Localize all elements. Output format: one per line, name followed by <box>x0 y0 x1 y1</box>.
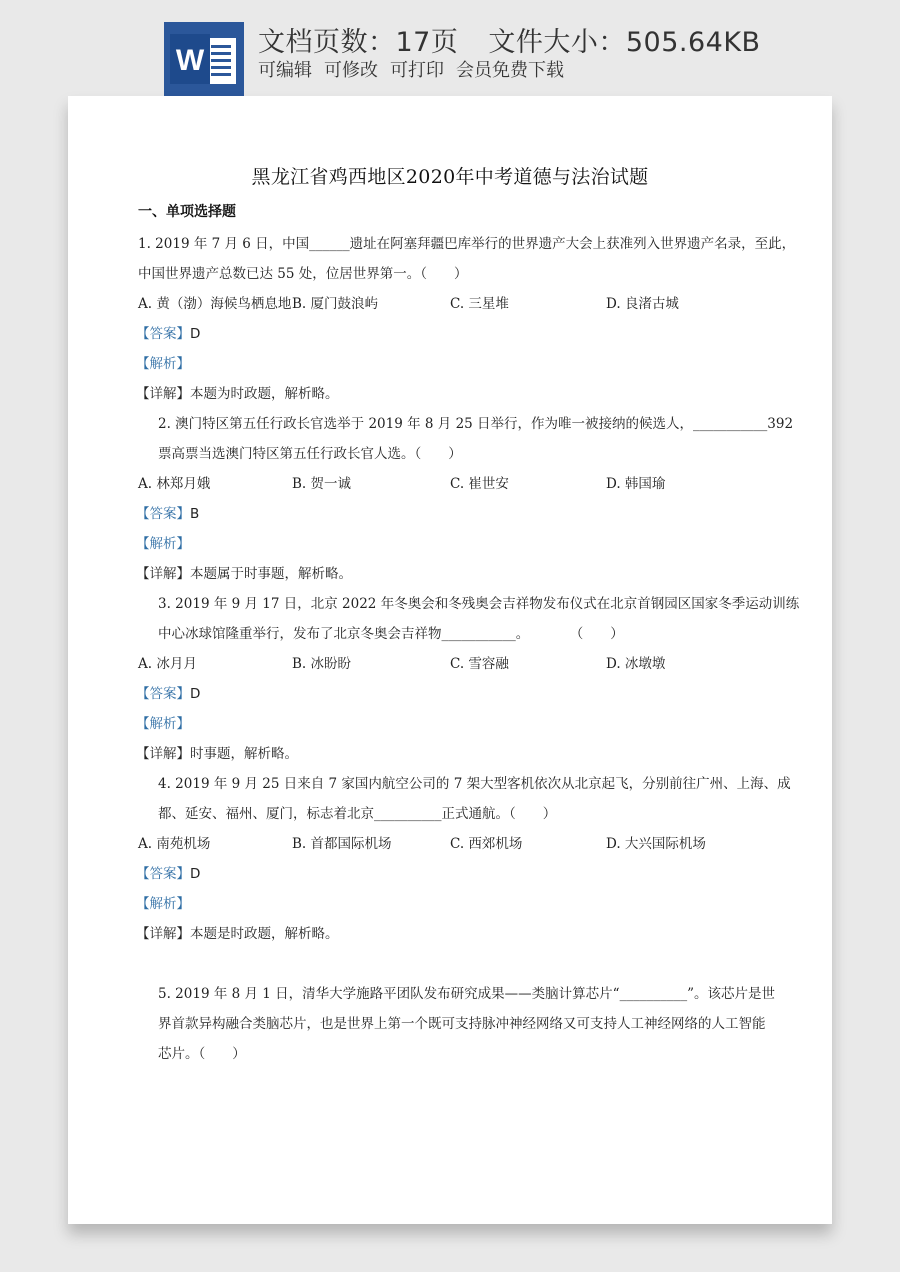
section-heading: 一、单项选择题 <box>138 204 236 220</box>
question-2-line-2: 票高票当选澳门特区第五任行政长官人选。（ ） <box>158 446 462 462</box>
answer-tag: 【答案】 <box>136 506 190 522</box>
question-4-detail <box>136 922 339 942</box>
question-4-option-d: D. 大兴国际机场 <box>606 836 706 852</box>
question-2-option-c: C. 崔世安 <box>450 476 509 492</box>
question-2-detail <box>136 562 352 582</box>
question-2-answer <box>136 502 199 522</box>
question-1-answer <box>136 322 200 342</box>
page-count-label: 文档页数：17页 <box>258 27 459 58</box>
question-3-line-2: 中心冰球馆隆重举行，发布了北京冬奥会吉祥物___________。 （ ） <box>158 626 624 642</box>
question-3-option-c: C. 雪容融 <box>450 656 509 672</box>
question-4-option-c: C. 西郊机场 <box>450 836 523 852</box>
question-4-line-1: 4. 2019 年 9 月 25 日来自 7 家国内航空公司的 7 架大型客机依次从北京起飞，分别前往广州、上海、成 <box>158 776 791 792</box>
question-1-option-c: C. 三星堆 <box>450 296 509 312</box>
question-1-analysis <box>136 352 190 372</box>
question-1-detail <box>136 382 339 402</box>
question-3-analysis <box>136 712 190 732</box>
answer-tag: 【答案】 <box>136 686 190 702</box>
word-icon-letter: W <box>175 44 205 77</box>
question-4-line-2: 都、延安、福州、厦门，标志着北京__________正式通航。（ ） <box>158 806 557 822</box>
question-4-option-a: A. 南苑机场 <box>138 836 211 852</box>
feature-printable: 可打印 <box>390 60 444 81</box>
question-3-option-d: D. 冰墩墩 <box>606 656 666 672</box>
feature-list <box>258 56 576 82</box>
file-size-label: 文件大小：505.64KB <box>488 27 761 58</box>
answer-value: D <box>190 326 201 342</box>
detail-tag: 【详解】 <box>136 746 190 762</box>
detail-tag: 【详解】 <box>136 926 190 942</box>
detail-text: 本题是时政题，解析略。 <box>190 926 339 942</box>
question-3-line-1: 3. 2019 年 9 月 17 日，北京 2022 年冬奥会和冬残奥会吉祥物发布仪式在北京首钢园区国家冬季运动训练 <box>158 596 800 612</box>
question-3-option-a: A. 冰月月 <box>138 656 197 672</box>
question-1-option-d: D. 良渚古城 <box>606 296 679 312</box>
question-1-option-a: A. 黄（渤）海候鸟栖息地 <box>138 296 292 312</box>
detail-tag: 【详解】 <box>136 566 190 582</box>
feature-editable: 可编辑 <box>258 60 312 81</box>
analysis-tag: 【解析】 <box>136 716 190 732</box>
question-2-option-d: D. 韩国瑜 <box>606 476 666 492</box>
question-5-line-2: 界首款异构融合类脑芯片，也是世界上第一个既可支持脉冲神经网络又可支持人工神经网络的人工智能 <box>158 1016 766 1032</box>
question-2-option-a: A. 林郑月娥 <box>138 476 211 492</box>
feature-modifiable: 可修改 <box>324 60 378 81</box>
analysis-tag: 【解析】 <box>136 356 190 372</box>
analysis-tag: 【解析】 <box>136 896 190 912</box>
question-3-detail <box>136 742 298 762</box>
answer-tag: 【答案】 <box>136 866 190 882</box>
question-4-answer <box>136 862 200 882</box>
question-1-line-1: 1. 2019 年 7 月 6 日，中国______遗址在阿塞拜疆巴库举行的世界遗产大会上获准列入世界遗产名录，至此， <box>138 236 796 252</box>
answer-value: D <box>190 866 201 882</box>
answer-tag: 【答案】 <box>136 326 190 342</box>
question-2-option-b: B. 贺一诚 <box>292 476 352 492</box>
question-5-line-1: 5. 2019 年 8 月 1 日，清华大学施路平团队发布研究成果——类脑计算芯片“__________”。该芯片是世 <box>158 986 775 1002</box>
question-4-analysis <box>136 892 190 912</box>
analysis-tag: 【解析】 <box>136 536 190 552</box>
detail-text: 本题属于时事题，解析略。 <box>190 566 352 582</box>
question-2-line-1: 2. 澳门特区第五任行政长官选举于 2019 年 8 月 25 日举行，作为唯一被接纳的候选人，___________392 <box>158 416 794 432</box>
download-banner <box>0 0 900 96</box>
file-stats <box>258 20 761 59</box>
answer-value: D <box>190 686 201 702</box>
question-1-line-2: 中国世界遗产总数已达 55 处，位居世界第一。（ ） <box>138 266 468 282</box>
question-5-line-3: 芯片。（ ） <box>158 1046 246 1062</box>
word-document-icon <box>164 22 244 96</box>
question-3-option-b: B. 冰盼盼 <box>292 656 352 672</box>
detail-text: 本题为时政题，解析略。 <box>190 386 339 402</box>
answer-value: B <box>190 506 200 522</box>
document-title: 黑龙江省鸡西地区2020年中考道德与法治试题 <box>251 166 649 188</box>
detail-text: 时事题，解析略。 <box>190 746 298 762</box>
question-4-option-b: B. 首都国际机场 <box>292 836 392 852</box>
question-3-answer <box>136 682 200 702</box>
question-1-option-b: B. 厦门鼓浪屿 <box>292 296 379 312</box>
detail-tag: 【详解】 <box>136 386 190 402</box>
feature-free-download: 会员免费下载 <box>456 60 564 81</box>
question-2-analysis <box>136 532 190 552</box>
